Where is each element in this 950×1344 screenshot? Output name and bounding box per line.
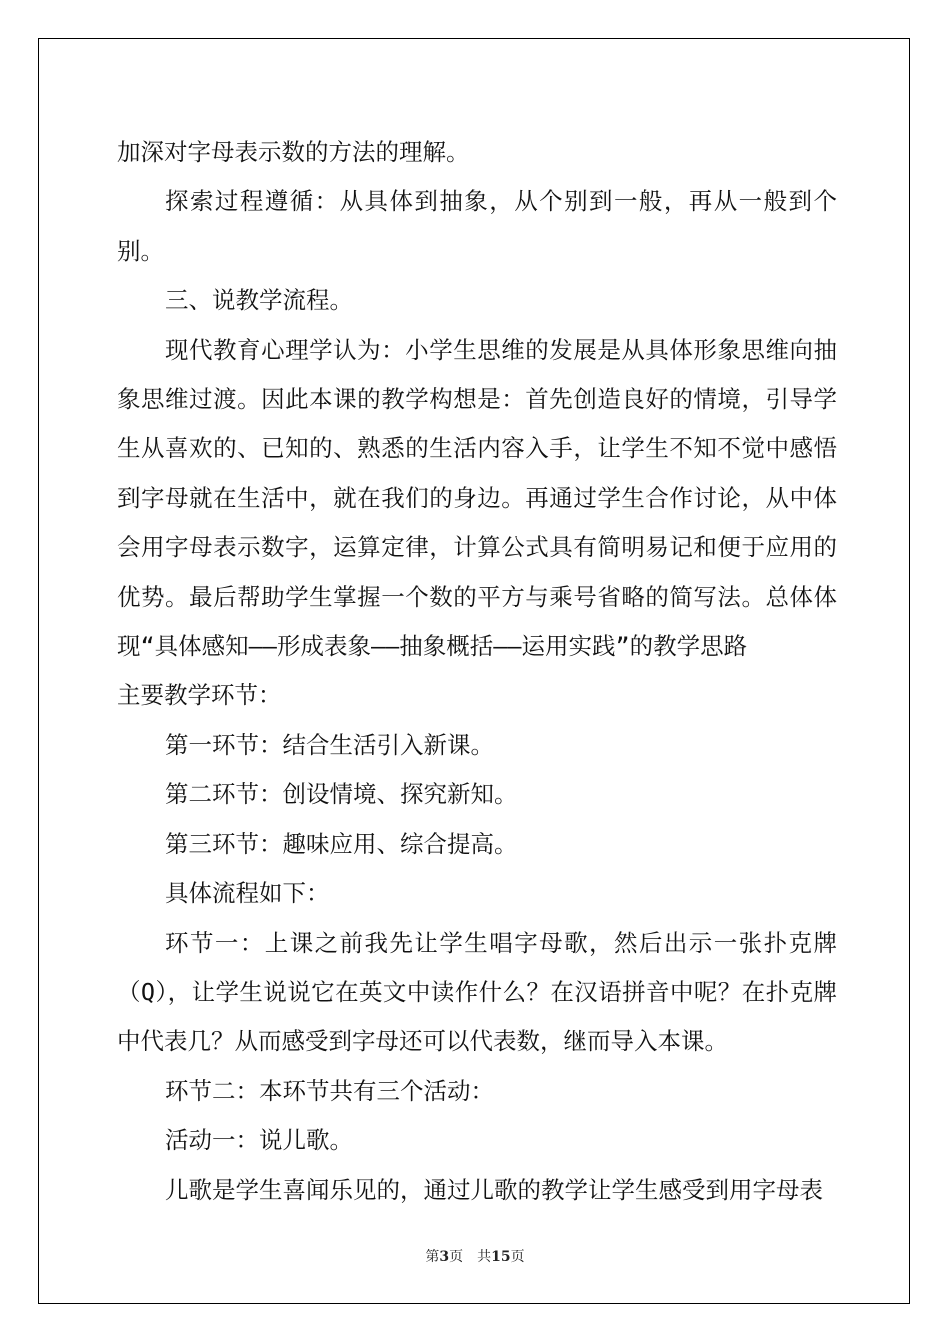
current-page-number: 3 xyxy=(439,1249,450,1265)
page-number-footer xyxy=(0,1246,950,1266)
paragraph: 环节二：本环节共有三个活动： xyxy=(165,1076,494,1105)
paragraph: 活动一：说儿歌。 xyxy=(165,1126,353,1155)
paragraph: 加深对字母表示数的方法的理解。 xyxy=(117,138,470,166)
document-body xyxy=(117,128,837,1215)
paragraph: 儿歌是学生喜闻乐见的，通过儿歌的教学让学生感受到用字母表 xyxy=(165,1175,823,1204)
list-item: 第二环节：创设情境、探究新知。 xyxy=(165,780,518,809)
paragraph: 现代教育心理学认为：小学生思维的发展是从具体形象思维向抽象思维过渡。因此本课的教学构想是：首先创造良好的情境，引导学生从喜欢的、已知的、熟悉的生活内容入手，让学生不知不觉中感悟到字母就在生活中，就在我们的身边。再通过学生合作讨论，从中体会用字母表示数字，运算定律，计算公式具有简明易记和便于应用的优势。最后帮助学生掌握一个数的平方与乘号省略的简写法。总体体现“具体感知——形成表象——抽象概括——运用实践”的教学思路 xyxy=(117,335,837,661)
paragraph: 主要教学环节： xyxy=(117,681,282,710)
footer-prefix: 第 xyxy=(425,1249,440,1265)
paragraph: 环节一：上课之前我先让学生唱字母歌，然后出示一张扑克牌（Q），让学生说说它在英文中读作什么？在汉语拼音中呢？在扑克牌中代表几？从而感受到字母还可以代表数，继而导入本课。 xyxy=(117,928,837,1056)
footer-middle: 页 共 xyxy=(449,1249,492,1265)
footer-suffix: 页 xyxy=(510,1249,525,1265)
paragraph: 探索过程遵循：从具体到抽象，从个别到一般，再从一般到个别。 xyxy=(117,187,837,265)
list-item: 第三环节：趣味应用、综合提高。 xyxy=(165,829,518,858)
total-page-number: 15 xyxy=(491,1249,511,1265)
list-item: 第一环节：结合生活引入新课。 xyxy=(165,730,494,759)
paragraph: 具体流程如下： xyxy=(165,879,330,908)
section-heading: 三、说教学流程。 xyxy=(165,286,353,315)
